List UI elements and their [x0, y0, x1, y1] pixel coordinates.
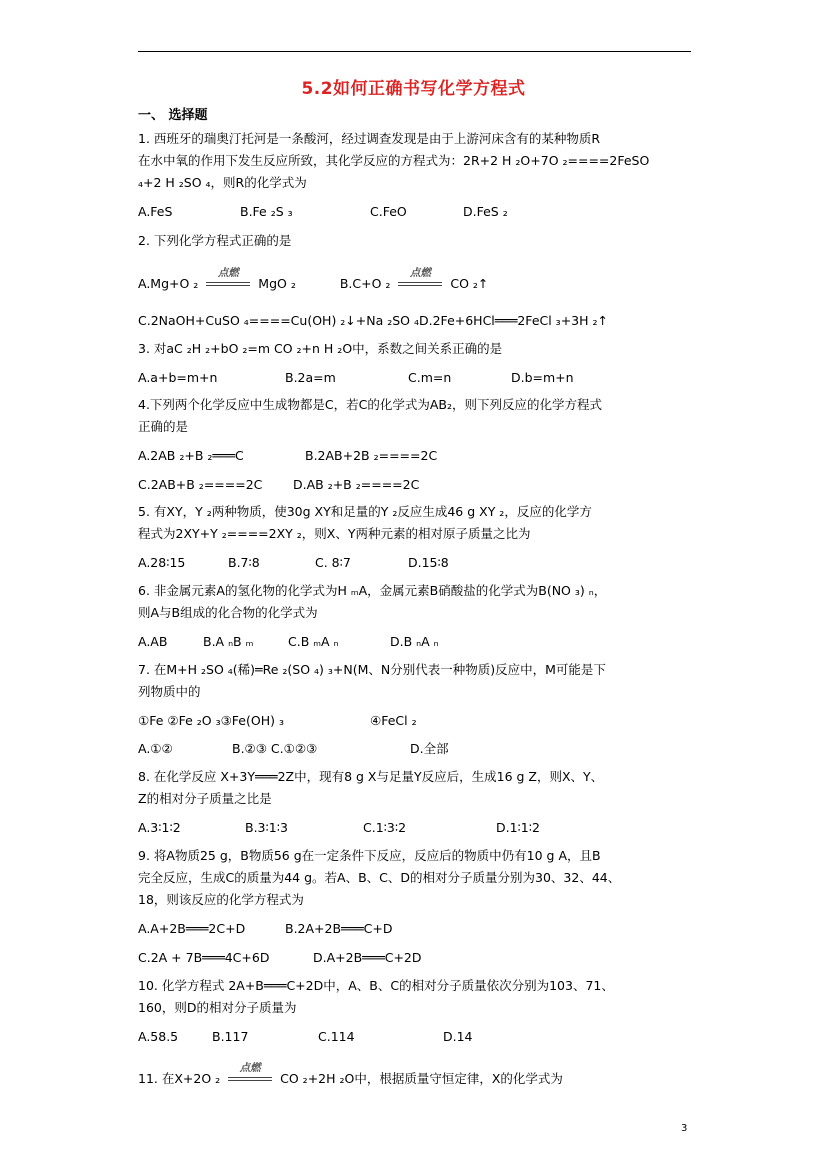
option-a: A.2AB ₂+B ₂═══C: [138, 448, 244, 463]
option-a: A.①②: [138, 741, 173, 756]
question-3-stem: 3. 对aC ₂H ₂+bO ₂=m CO ₂+n H ₂O中，系数之间关系正确的是: [138, 341, 503, 356]
ignition-label: 点燃: [217, 267, 239, 279]
option-a: A.FeS: [138, 204, 173, 219]
equals-bar-top: [206, 282, 250, 283]
option-b: B.A ₙB ₘ: [203, 634, 254, 649]
page-title: 5.2如何正确书写化学方程式: [301, 79, 526, 99]
equals-bar-bottom: [398, 285, 442, 286]
option-d: D.1∶1∶2: [496, 820, 540, 835]
option-a: A.3∶1∶2: [138, 820, 181, 835]
option-d: D.FeS ₂: [463, 204, 508, 219]
option-d: D.A+2B═══C+2D: [313, 950, 422, 965]
option-d: D.AB ₂+B ₂====2C: [293, 477, 420, 492]
option-a: A.a+b=m+n: [138, 370, 218, 385]
option-a: A.58.5: [138, 1029, 179, 1044]
question-2-options-cd: C.2NaOH+CuSO ₄====Cu(OH) ₂↓+Na ₂SO ₄D.2Fe+6HCl═══2FeCl ₃+3H ₂↑: [138, 313, 608, 328]
question-5-line-2: 程式为2XY+Y ₂====2XY ₂，则X、Y两种元素的相对原子质量之比为: [138, 526, 531, 541]
question-8-line-2: Z的相对分子质量之比是: [138, 791, 272, 806]
option-a-left: A.Mg+O ₂: [138, 276, 199, 291]
ignition-label: 点燃: [239, 1062, 261, 1074]
option-c: C.m=n: [408, 370, 452, 385]
question-4-line-1: 4.下列两个化学反应中生成物都是C，若C的化学式为AB₂，则下列反应的化学方程式: [138, 397, 603, 412]
option-a-right: MgO ₂: [258, 276, 296, 291]
option-b: B.3∶1∶3: [245, 820, 288, 835]
question-1-line-2: 在水中氧的作用下发生反应所致，其化学反应的方程式为：2R+2 H ₂O+7O ₂====2FeSO: [138, 153, 650, 168]
option-c: C.114: [318, 1029, 355, 1044]
ignition-label: 点燃: [409, 267, 431, 279]
question-4-line-2: 正确的是: [138, 419, 189, 434]
question-6-line-1: 6. 非金属元素A的氢化物的化学式为H ₘA，金属元素B硝酸盐的化学式为B(NO ₃) ₙ，: [138, 583, 607, 598]
option-c: C. 8∶7: [315, 555, 351, 570]
option-d: D.B ₙA ₙ: [390, 634, 439, 649]
question-7-line-1: 7. 在M+H ₂SO ₄(稀)═Re ₂(SO ₄) ₃+N(M、N分别代表一种物质)反应中，M可能是下: [138, 662, 606, 677]
item-4: ④FeCl ₂: [370, 713, 417, 728]
question-6-line-2: 则A与B组成的化合物的化学式为: [138, 605, 318, 620]
option-d: D.14: [443, 1029, 473, 1044]
question-5-line-1: 5. 有XY，Y ₂两种物质，使30g XY和足量的Y ₂反应生成46 g XY ₂，反应的化学方: [138, 504, 592, 519]
option-a: A.A+2B═══2C+D: [138, 921, 246, 936]
question-2-options-ab: [138, 267, 489, 292]
option-c: C.2AB+B ₂====2C: [138, 477, 263, 492]
option-d: D.全部: [410, 741, 449, 756]
question-1-line-3: ₄+2 H ₂SO ₄，则R的化学式为: [138, 175, 307, 190]
option-c: C.2A + 7B═══4C+6D: [138, 950, 270, 965]
question-11-right: CO ₂+2H ₂O中，根据质量守恒定律，X的化学式为: [280, 1071, 563, 1086]
section-heading: 一、 选择题: [138, 108, 208, 123]
option-c: C.1∶3∶2: [363, 820, 407, 835]
option-bc: B.②③ C.①②③: [232, 741, 318, 756]
option-a: A.28∶15: [138, 555, 186, 570]
page-number: 3: [681, 1123, 688, 1134]
equals-bar-top: [398, 282, 442, 283]
header-rule: [138, 51, 691, 52]
question-9-line-3: 18，则该反应的化学方程式为: [138, 892, 304, 907]
option-a: A.AB: [138, 634, 168, 649]
option-d: D.b=m+n: [511, 370, 574, 385]
option-b-left: B.C+O ₂: [339, 276, 391, 291]
option-c: C.B ₘA ₙ: [288, 634, 339, 649]
question-11-left: 11. 在X+2O ₂: [138, 1071, 221, 1086]
option-b: B.7∶8: [228, 555, 260, 570]
question-7-line-2: 列物质中的: [138, 684, 201, 699]
option-c: C.FeO: [370, 204, 407, 219]
option-b: B.Fe ₂S ₃: [240, 204, 293, 219]
item-list: ①Fe ②Fe ₂O ₃③Fe(OH) ₃: [138, 713, 284, 728]
option-b: B.2AB+2B ₂====2C: [305, 448, 438, 463]
question-11-stem: [138, 1062, 563, 1087]
question-9-line-1: 9. 将A物质25 g，B物质56 g在一定条件下反应，反应后的物质中仍有10 g A，且B: [138, 848, 601, 863]
question-9-line-2: 完全反应，生成C的质量为44 g。若A、B、C、D的相对分子质量分别为30、32、44、: [138, 870, 621, 885]
question-10-line-1: 10. 化学方程式 2A+B═══C+2D中，A、B、C的相对分子质量依次分别为103、71、: [138, 978, 614, 993]
option-b-right: CO ₂↑: [450, 276, 489, 291]
question-2-stem: 2. 下列化学方程式正确的是: [138, 233, 292, 248]
equals-bar-top: [228, 1077, 272, 1078]
ignition-condition-sign: [396, 267, 444, 291]
option-d: D.15∶8: [408, 555, 449, 570]
equals-bar-bottom: [228, 1080, 272, 1081]
option-b: B.2A+2B═══C+D: [285, 921, 393, 936]
ignition-condition-sign: [204, 267, 252, 291]
question-8-line-1: 8. 在化学反应 X+3Y═══2Z中，现有8 g X与足量Y反应后，生成16 g Z，则X、Y、: [138, 769, 604, 784]
option-b: B.2a=m: [285, 370, 336, 385]
option-b: B.117: [212, 1029, 249, 1044]
ignition-condition-sign: [226, 1062, 274, 1086]
question-10-line-2: 160，则D的相对分子质量为: [138, 1000, 297, 1015]
question-1-line-1: 1. 西班牙的瑞奥汀托河是一条酸河，经过调查发现是由于上游河床含有的某种物质R: [138, 131, 601, 146]
equals-bar-bottom: [206, 285, 250, 286]
